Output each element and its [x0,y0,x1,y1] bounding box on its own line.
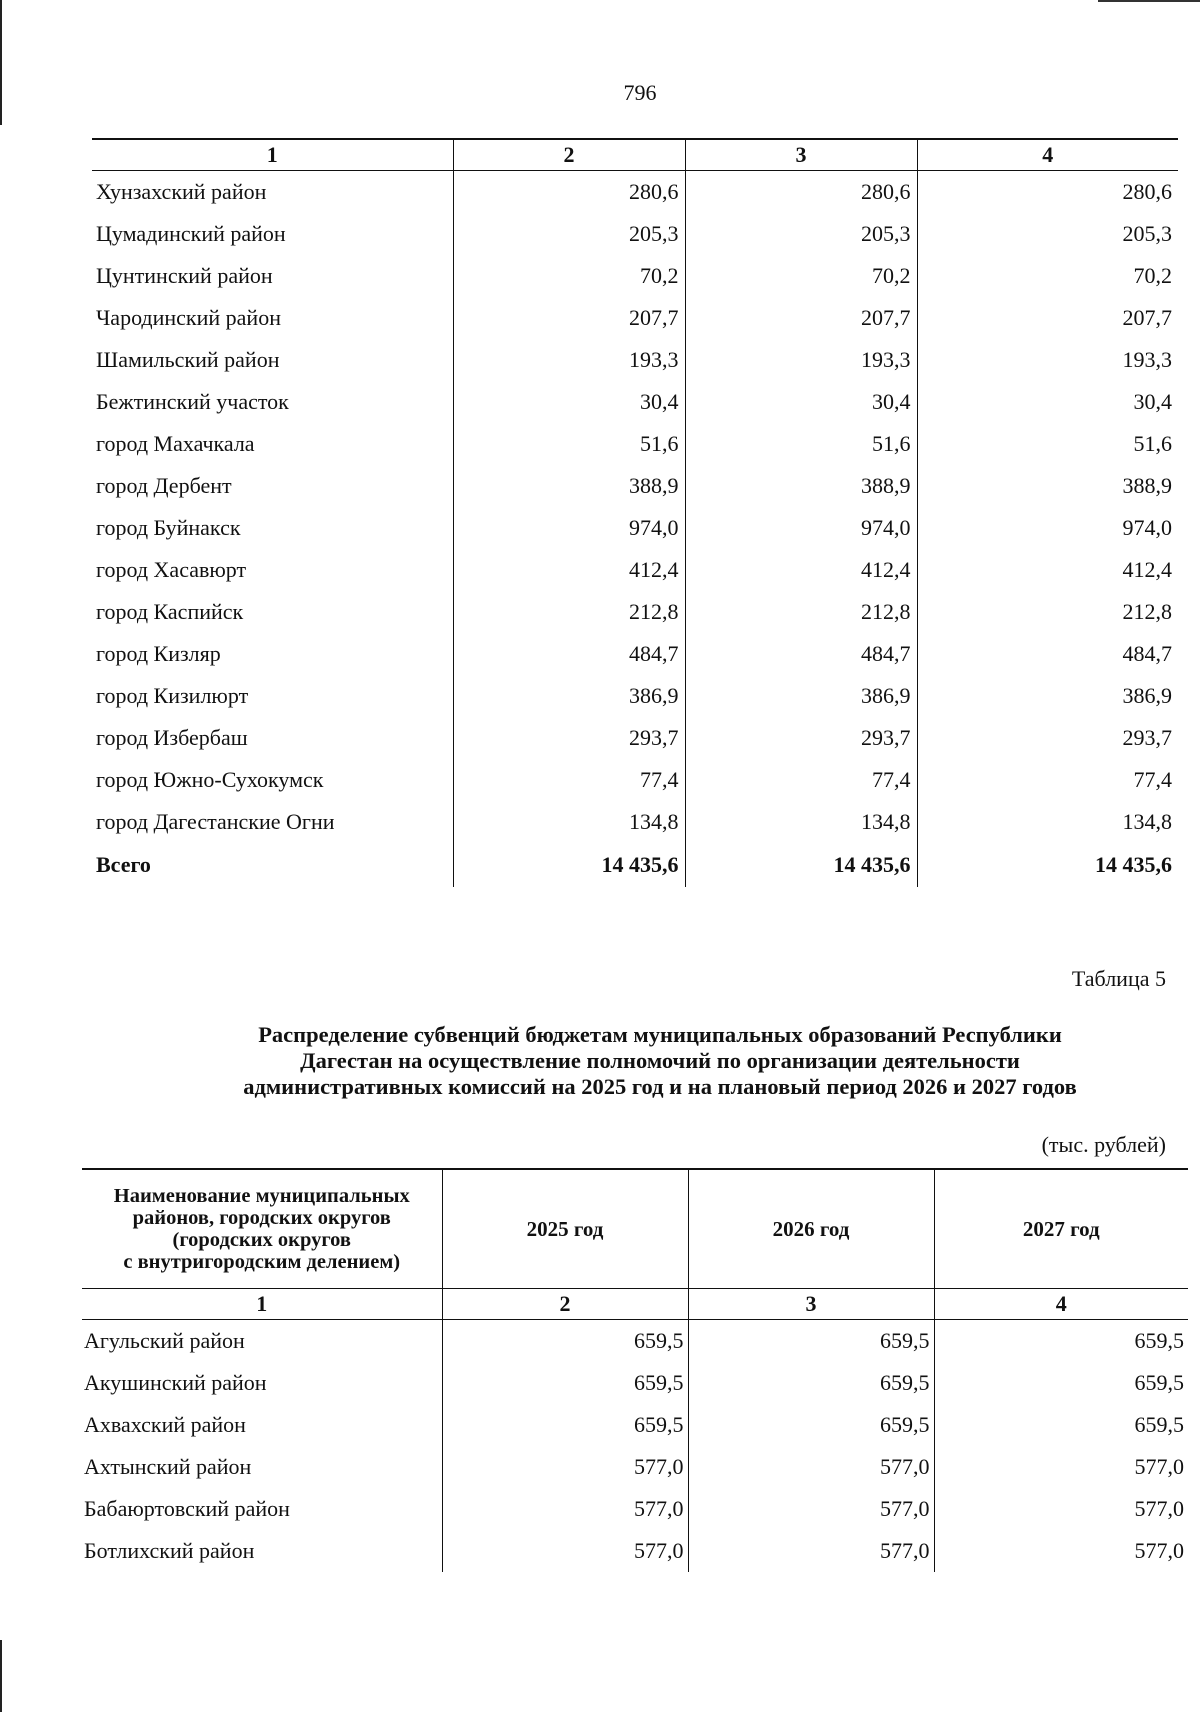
value-2025: 51,6 [453,423,685,465]
scan-edge-line [0,0,2,125]
value-2026: 974,0 [685,507,917,549]
value-2027: 280,6 [917,171,1178,214]
value-2027: 577,0 [934,1488,1188,1530]
value-2025: 577,0 [442,1446,688,1488]
value-2026: 386,9 [685,675,917,717]
value-2026: 77,4 [685,759,917,801]
value-2025: 659,5 [442,1362,688,1404]
row-name: город Избербаш [96,725,248,750]
value-2025: 659,5 [442,1404,688,1446]
value-2025: 659,5 [442,1320,688,1363]
value-2025: 974,0 [453,507,685,549]
value-2025: 205,3 [453,213,685,255]
value-2027: 412,4 [917,549,1178,591]
value-2027: 577,0 [934,1446,1188,1488]
column-number: 1 [82,1289,442,1320]
row-name: Хунзахский район [96,179,267,204]
table-row [82,1446,1188,1488]
column-number: 4 [917,139,1178,171]
value-2025: 386,9 [453,675,685,717]
table-row [92,675,1178,717]
row-name: город Буйнакск [96,515,241,540]
total-2027: 14 435,6 [917,843,1178,887]
value-2025: 207,7 [453,297,685,339]
table-row [92,633,1178,675]
header-line: (городских округов [172,1229,351,1251]
row-name: Агульский район [84,1328,245,1353]
value-2025: 77,4 [453,759,685,801]
value-2027: 659,5 [934,1362,1188,1404]
row-name: город Дербент [96,473,232,498]
value-2027: 659,5 [934,1320,1188,1363]
row-name: Ботлихский район [84,1538,255,1563]
table-row [92,171,1178,214]
table-row [92,213,1178,255]
table-row [82,1530,1188,1572]
value-2025: 193,3 [453,339,685,381]
title-line: административных комиссий на 2025 год и на плановый период 2026 и 2027 годов [243,1074,1077,1099]
value-2026: 207,7 [685,297,917,339]
value-2025: 577,0 [442,1488,688,1530]
value-2026: 134,8 [685,801,917,843]
value-2026: 280,6 [685,171,917,214]
table-row [92,297,1178,339]
row-name: город Дагестанские Огни [96,809,335,834]
table-row [92,423,1178,465]
header-2025: 2025 год [442,1169,688,1289]
table-row [92,801,1178,843]
value-2027: 659,5 [934,1404,1188,1446]
row-name: город Хасавюрт [96,557,247,582]
value-2027: 577,0 [934,1530,1188,1572]
table-row [92,339,1178,381]
header-2026: 2026 год [688,1169,934,1289]
row-name: Шамильский район [96,347,280,372]
table-row [92,507,1178,549]
value-2026: 51,6 [685,423,917,465]
header-line: Наименование муниципальных [113,1185,410,1207]
table-row [82,1320,1188,1363]
value-2025: 484,7 [453,633,685,675]
value-2027: 30,4 [917,381,1178,423]
column-number: 3 [685,139,917,171]
value-2026: 659,5 [688,1320,934,1363]
row-name: Бежтинский участок [96,389,289,414]
value-2027: 70,2 [917,255,1178,297]
value-2026: 193,3 [685,339,917,381]
header-row [82,1169,1188,1289]
value-2025: 212,8 [453,591,685,633]
value-2026: 577,0 [688,1488,934,1530]
value-2025: 577,0 [442,1530,688,1572]
value-2026: 659,5 [688,1362,934,1404]
scan-edge-line [1098,0,1200,2]
table-row [92,759,1178,801]
value-2025: 388,9 [453,465,685,507]
page-number: 796 [623,80,657,105]
column-number: 4 [934,1289,1188,1320]
value-2026: 659,5 [688,1404,934,1446]
column-number-row [82,1289,1188,1320]
value-2026: 412,4 [685,549,917,591]
title-line: Распределение субвенций бюджетам муниципальных образований Республики [258,1022,1062,1047]
row-name: Чародинский район [96,305,281,330]
value-2025: 134,8 [453,801,685,843]
value-2026: 388,9 [685,465,917,507]
value-2026: 205,3 [685,213,917,255]
value-2027: 974,0 [917,507,1178,549]
table-row [92,255,1178,297]
title-line: Дагестан на осуществление полномочий по организации деятельности [300,1048,1020,1073]
row-name: Цунтинский район [96,263,273,288]
table-title [140,1022,1180,1100]
value-2025: 280,6 [453,171,685,214]
row-name: Ахвахский район [84,1412,246,1437]
row-name: Ахтынский район [84,1454,252,1479]
header-line: с внутригородским делением) [123,1251,401,1273]
row-name: Цумадинский район [96,221,286,246]
value-2027: 134,8 [917,801,1178,843]
total-row [92,843,1178,887]
value-2025: 293,7 [453,717,685,759]
total-2025: 14 435,6 [453,843,685,887]
table-row [92,717,1178,759]
table-row [82,1362,1188,1404]
units-note: (тыс. рублей) [1041,1132,1166,1157]
subvention-table [82,1168,1188,1572]
value-2025: 412,4 [453,549,685,591]
column-number: 2 [442,1289,688,1320]
column-number: 2 [453,139,685,171]
value-2027: 51,6 [917,423,1178,465]
column-number-row [92,139,1178,171]
value-2026: 484,7 [685,633,917,675]
value-2027: 207,7 [917,297,1178,339]
value-2025: 30,4 [453,381,685,423]
row-name: Бабаюртовский район [84,1496,290,1521]
row-name: город Южно-Сухокумск [96,767,324,792]
value-2027: 293,7 [917,717,1178,759]
header-2027: 2027 год [934,1169,1188,1289]
table-row [92,465,1178,507]
table-row [92,549,1178,591]
value-2026: 70,2 [685,255,917,297]
row-name: город Кизилюрт [96,683,249,708]
value-2025: 70,2 [453,255,685,297]
value-2027: 484,7 [917,633,1178,675]
table-row [82,1404,1188,1446]
header-line: районов, городских округов [132,1207,391,1229]
value-2027: 212,8 [917,591,1178,633]
value-2027: 205,3 [917,213,1178,255]
table-row [92,381,1178,423]
value-2026: 212,8 [685,591,917,633]
value-2026: 30,4 [685,381,917,423]
row-name: город Каспийск [96,599,244,624]
total-2026: 14 435,6 [685,843,917,887]
value-2027: 193,3 [917,339,1178,381]
scan-edge-line [0,1640,2,1712]
row-name: Акушинский район [84,1370,267,1395]
value-2026: 577,0 [688,1530,934,1572]
column-number: 3 [688,1289,934,1320]
value-2027: 388,9 [917,465,1178,507]
row-name: город Кизляр [96,641,221,666]
table-label: Таблица 5 [1071,966,1166,991]
table-row [92,591,1178,633]
total-label: Всего [96,852,151,877]
value-2026: 577,0 [688,1446,934,1488]
value-2027: 77,4 [917,759,1178,801]
value-2027: 386,9 [917,675,1178,717]
value-2026: 293,7 [685,717,917,759]
subvention-table-continuation [92,138,1178,887]
header-name-column [82,1169,442,1289]
row-name: город Махачкала [96,431,255,456]
column-number: 1 [92,139,453,171]
table-row [82,1488,1188,1530]
